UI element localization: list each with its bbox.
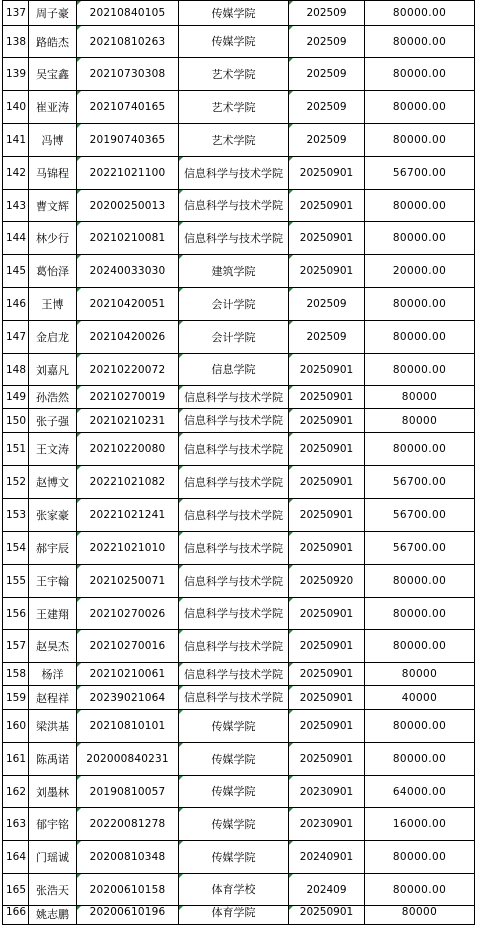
table-row (3, 710, 475, 743)
name-cell[interactable]: 赵博文 (29, 466, 77, 499)
amount-cell[interactable]: 64000.00 (365, 776, 475, 808)
student-id-cell[interactable]: 20210840105 (77, 1, 179, 26)
student-id-cell[interactable]: 20210740165 (77, 91, 179, 124)
amount-cell[interactable]: 80000.00 (365, 841, 475, 874)
table-row (3, 190, 475, 222)
name-cell[interactable]: 王文涛 (29, 433, 77, 466)
table-row (3, 598, 475, 630)
student-id-cell[interactable]: 20210220072 (77, 354, 179, 386)
table-body (3, 1, 475, 925)
date-cell[interactable]: 20250901 (289, 255, 365, 288)
date-cell[interactable]: 202509 (289, 58, 365, 91)
name-cell[interactable]: 刘墨林 (29, 776, 77, 808)
date-cell[interactable]: 20250901 (289, 222, 365, 255)
row-index-cell[interactable]: 166 (3, 906, 29, 925)
row-index-cell[interactable]: 152 (3, 466, 29, 499)
table-row (3, 58, 475, 91)
data-table (2, 0, 475, 925)
name-cell[interactable]: 张家豪 (29, 499, 77, 532)
name-cell[interactable]: 刘嘉凡 (29, 354, 77, 386)
table-row (3, 532, 475, 565)
date-cell[interactable]: 202509 (289, 1, 365, 26)
college-cell[interactable]: 信息科学与技术学院 (179, 499, 289, 532)
date-cell[interactable]: 202509 (289, 91, 365, 124)
table-row (3, 808, 475, 841)
amount-cell[interactable]: 80000 (365, 906, 475, 925)
table-row (3, 1, 475, 26)
student-id-cell[interactable]: 20210420051 (77, 288, 179, 321)
row-index-cell[interactable]: 165 (3, 874, 29, 906)
college-cell[interactable]: 信息科学与技术学院 (179, 386, 289, 409)
amount-cell[interactable]: 80000 (365, 409, 475, 433)
college-cell[interactable]: 建筑学院 (179, 255, 289, 288)
row-index-cell[interactable]: 147 (3, 321, 29, 354)
name-cell[interactable]: 冯博 (29, 124, 77, 157)
college-cell[interactable]: 传媒学院 (179, 743, 289, 776)
amount-cell[interactable]: 80000.00 (365, 124, 475, 157)
date-cell[interactable]: 20250901 (289, 386, 365, 409)
college-cell[interactable]: 传媒学院 (179, 808, 289, 841)
student-id-cell[interactable]: 20221021100 (77, 157, 179, 190)
date-cell[interactable]: 202509 (289, 288, 365, 321)
amount-cell[interactable]: 56700.00 (365, 499, 475, 532)
name-cell[interactable]: 张浩天 (29, 874, 77, 906)
student-id-cell[interactable]: 20210270026 (77, 598, 179, 630)
college-cell[interactable]: 传媒学院 (179, 776, 289, 808)
name-cell[interactable]: 周子豪 (29, 1, 77, 26)
row-index-cell[interactable]: 138 (3, 26, 29, 58)
student-id-cell[interactable]: 20210270016 (77, 630, 179, 663)
amount-cell[interactable]: 80000.00 (365, 222, 475, 255)
student-id-cell[interactable]: 20210210061 (77, 663, 179, 686)
student-id-cell[interactable]: 20200610158 (77, 874, 179, 906)
date-cell[interactable]: 202509 (289, 321, 365, 354)
row-index-cell[interactable]: 158 (3, 663, 29, 686)
table-row (3, 386, 475, 409)
student-id-cell[interactable]: 20190810057 (77, 776, 179, 808)
table-row (3, 499, 475, 532)
table-row (3, 433, 475, 466)
row-index-cell[interactable]: 164 (3, 841, 29, 874)
table-row (3, 565, 475, 598)
amount-cell[interactable]: 40000 (365, 686, 475, 710)
date-cell[interactable]: 20250901 (289, 499, 365, 532)
college-cell[interactable]: 会计学院 (179, 321, 289, 354)
college-cell[interactable]: 信息科学与技术学院 (179, 433, 289, 466)
college-cell[interactable]: 信息科学与技术学院 (179, 532, 289, 565)
name-cell[interactable]: 葛怡泽 (29, 255, 77, 288)
amount-cell[interactable]: 80000.00 (365, 874, 475, 906)
college-cell[interactable]: 体育学院 (179, 906, 289, 925)
row-index-cell[interactable]: 140 (3, 91, 29, 124)
date-cell[interactable]: 20250901 (289, 630, 365, 663)
student-id-cell[interactable]: 20210810101 (77, 710, 179, 743)
row-index-cell[interactable]: 161 (3, 743, 29, 776)
row-index-cell[interactable]: 142 (3, 157, 29, 190)
name-cell[interactable]: 赵昊杰 (29, 630, 77, 663)
amount-cell[interactable]: 80000 (365, 663, 475, 686)
college-cell[interactable]: 信息科学与技术学院 (179, 598, 289, 630)
name-cell[interactable]: 路皓杰 (29, 26, 77, 58)
row-index-cell[interactable]: 159 (3, 686, 29, 710)
student-id-cell[interactable]: 20210270019 (77, 386, 179, 409)
row-index-cell[interactable]: 162 (3, 776, 29, 808)
college-cell[interactable]: 传媒学院 (179, 1, 289, 26)
amount-cell[interactable]: 80000.00 (365, 1, 475, 26)
table-row (3, 630, 475, 663)
row-index-cell[interactable]: 145 (3, 255, 29, 288)
date-cell[interactable]: 20250901 (289, 686, 365, 710)
student-id-cell[interactable]: 20200810348 (77, 841, 179, 874)
college-cell[interactable]: 传媒学院 (179, 710, 289, 743)
college-cell[interactable]: 传媒学院 (179, 841, 289, 874)
student-id-cell[interactable]: 20190740365 (77, 124, 179, 157)
name-cell[interactable]: 吴宝鑫 (29, 58, 77, 91)
college-cell[interactable]: 体育学校 (179, 874, 289, 906)
date-cell[interactable]: 20250901 (289, 157, 365, 190)
table-row (3, 466, 475, 499)
student-id-cell[interactable]: 20210250071 (77, 565, 179, 598)
student-id-cell[interactable]: 20220081278 (77, 808, 179, 841)
date-cell[interactable]: 20250920 (289, 565, 365, 598)
date-cell[interactable]: 20230901 (289, 776, 365, 808)
date-cell[interactable]: 20250901 (289, 354, 365, 386)
amount-cell[interactable]: 80000.00 (365, 288, 475, 321)
amount-cell[interactable]: 80000.00 (365, 710, 475, 743)
row-index-cell[interactable]: 144 (3, 222, 29, 255)
date-cell[interactable]: 20250901 (289, 598, 365, 630)
name-cell[interactable]: 张子强 (29, 409, 77, 433)
name-cell[interactable]: 林少行 (29, 222, 77, 255)
name-cell[interactable]: 郝宇辰 (29, 532, 77, 565)
name-cell[interactable]: 门瑶诚 (29, 841, 77, 874)
name-cell[interactable]: 梁洪基 (29, 710, 77, 743)
student-id-cell[interactable]: 20210730308 (77, 58, 179, 91)
table-row (3, 222, 475, 255)
student-id-cell[interactable]: 20240033030 (77, 255, 179, 288)
date-cell[interactable]: 20250901 (289, 710, 365, 743)
amount-cell[interactable]: 80000.00 (365, 58, 475, 91)
name-cell[interactable]: 赵程祥 (29, 686, 77, 710)
college-cell[interactable]: 信息科学与技术学院 (179, 466, 289, 499)
name-cell[interactable]: 王宇翰 (29, 565, 77, 598)
row-index-cell[interactable]: 143 (3, 190, 29, 222)
college-cell[interactable]: 会计学院 (179, 288, 289, 321)
date-cell[interactable]: 20250901 (289, 743, 365, 776)
row-index-cell[interactable]: 156 (3, 598, 29, 630)
college-cell[interactable]: 信息科学与技术学院 (179, 663, 289, 686)
row-index-cell[interactable]: 157 (3, 630, 29, 663)
student-id-cell[interactable]: 20221021010 (77, 532, 179, 565)
college-cell[interactable]: 传媒学院 (179, 26, 289, 58)
row-index-cell[interactable]: 139 (3, 58, 29, 91)
date-cell[interactable]: 202509 (289, 26, 365, 58)
student-id-cell[interactable]: 202000840231 (77, 743, 179, 776)
amount-cell[interactable]: 80000 (365, 386, 475, 409)
table-row (3, 157, 475, 190)
amount-cell[interactable]: 80000.00 (365, 190, 475, 222)
student-id-cell[interactable]: 20210220080 (77, 433, 179, 466)
student-id-cell[interactable]: 20210210231 (77, 409, 179, 433)
amount-cell[interactable]: 80000.00 (365, 91, 475, 124)
student-id-cell[interactable]: 20210210081 (77, 222, 179, 255)
amount-cell[interactable]: 80000.00 (365, 26, 475, 58)
row-index-cell[interactable]: 150 (3, 409, 29, 433)
row-index-cell[interactable]: 163 (3, 808, 29, 841)
table-row (3, 906, 475, 925)
name-cell[interactable]: 孙浩然 (29, 386, 77, 409)
table-row (3, 409, 475, 433)
table-row (3, 26, 475, 58)
row-index-cell[interactable]: 146 (3, 288, 29, 321)
name-cell[interactable]: 姚志鹏 (29, 906, 77, 925)
student-id-cell[interactable]: 20200610196 (77, 906, 179, 925)
college-cell[interactable]: 信息科学与技术学院 (179, 630, 289, 663)
row-index-cell[interactable]: 154 (3, 532, 29, 565)
row-index-cell[interactable]: 149 (3, 386, 29, 409)
date-cell[interactable]: 20250901 (289, 532, 365, 565)
student-id-cell[interactable]: 20210810263 (77, 26, 179, 58)
amount-cell[interactable]: 80000.00 (365, 354, 475, 386)
name-cell[interactable]: 王建翔 (29, 598, 77, 630)
table-row (3, 321, 475, 354)
table-row (3, 91, 475, 124)
amount-cell[interactable]: 80000.00 (365, 565, 475, 598)
table-row (3, 841, 475, 874)
college-cell[interactable]: 信息科学与技术学院 (179, 686, 289, 710)
college-cell[interactable]: 信息学院 (179, 354, 289, 386)
college-cell[interactable]: 信息科学与技术学院 (179, 157, 289, 190)
college-cell[interactable]: 艺术学院 (179, 124, 289, 157)
name-cell[interactable]: 崔亚涛 (29, 91, 77, 124)
date-cell[interactable]: 20250901 (289, 906, 365, 925)
student-id-cell[interactable]: 20210420026 (77, 321, 179, 354)
college-cell[interactable]: 艺术学院 (179, 91, 289, 124)
row-index-cell[interactable]: 137 (3, 1, 29, 26)
name-cell[interactable]: 金启龙 (29, 321, 77, 354)
name-cell[interactable]: 马锦程 (29, 157, 77, 190)
amount-cell[interactable]: 80000.00 (365, 598, 475, 630)
row-index-cell[interactable]: 148 (3, 354, 29, 386)
date-cell[interactable]: 20230901 (289, 808, 365, 841)
row-index-cell[interactable]: 155 (3, 565, 29, 598)
table-row (3, 288, 475, 321)
college-cell[interactable]: 信息科学与技术学院 (179, 222, 289, 255)
name-cell[interactable]: 杨洋 (29, 663, 77, 686)
date-cell[interactable]: 20240901 (289, 841, 365, 874)
date-cell[interactable]: 20250901 (289, 663, 365, 686)
name-cell[interactable]: 曹文辉 (29, 190, 77, 222)
amount-cell[interactable]: 80000.00 (365, 321, 475, 354)
student-id-cell[interactable]: 20221021082 (77, 466, 179, 499)
date-cell[interactable]: 202409 (289, 874, 365, 906)
table-row (3, 255, 475, 288)
table-row (3, 776, 475, 808)
row-index-cell[interactable]: 153 (3, 499, 29, 532)
table-row (3, 874, 475, 906)
college-cell[interactable]: 信息科学与技术学院 (179, 409, 289, 433)
table-row (3, 124, 475, 157)
row-index-cell[interactable]: 151 (3, 433, 29, 466)
amount-cell[interactable]: 16000.00 (365, 808, 475, 841)
date-cell[interactable]: 20250901 (289, 190, 365, 222)
table-row (3, 663, 475, 686)
college-cell[interactable]: 艺术学院 (179, 58, 289, 91)
amount-cell[interactable]: 56700.00 (365, 532, 475, 565)
college-cell[interactable]: 信息科学与技术学院 (179, 190, 289, 222)
date-cell[interactable]: 20250901 (289, 466, 365, 499)
table-row (3, 686, 475, 710)
college-cell[interactable]: 信息科学与技术学院 (179, 565, 289, 598)
row-index-cell[interactable]: 141 (3, 124, 29, 157)
name-cell[interactable]: 陈禹诺 (29, 743, 77, 776)
amount-cell[interactable]: 20000.00 (365, 255, 475, 288)
amount-cell[interactable]: 56700.00 (365, 466, 475, 499)
name-cell[interactable]: 郁宇铭 (29, 808, 77, 841)
date-cell[interactable]: 202509 (289, 124, 365, 157)
date-cell[interactable]: 20250901 (289, 433, 365, 466)
amount-cell[interactable]: 56700.00 (365, 157, 475, 190)
row-index-cell[interactable]: 160 (3, 710, 29, 743)
table-row (3, 743, 475, 776)
student-id-cell[interactable]: 20239021064 (77, 686, 179, 710)
amount-cell[interactable]: 80000.00 (365, 433, 475, 466)
name-cell[interactable]: 王博 (29, 288, 77, 321)
student-id-cell[interactable]: 20221021241 (77, 499, 179, 532)
date-cell[interactable]: 20250901 (289, 409, 365, 433)
amount-cell[interactable]: 80000.00 (365, 630, 475, 663)
table-row (3, 354, 475, 386)
student-id-cell[interactable]: 20200250013 (77, 190, 179, 222)
amount-cell[interactable]: 80000.00 (365, 743, 475, 776)
